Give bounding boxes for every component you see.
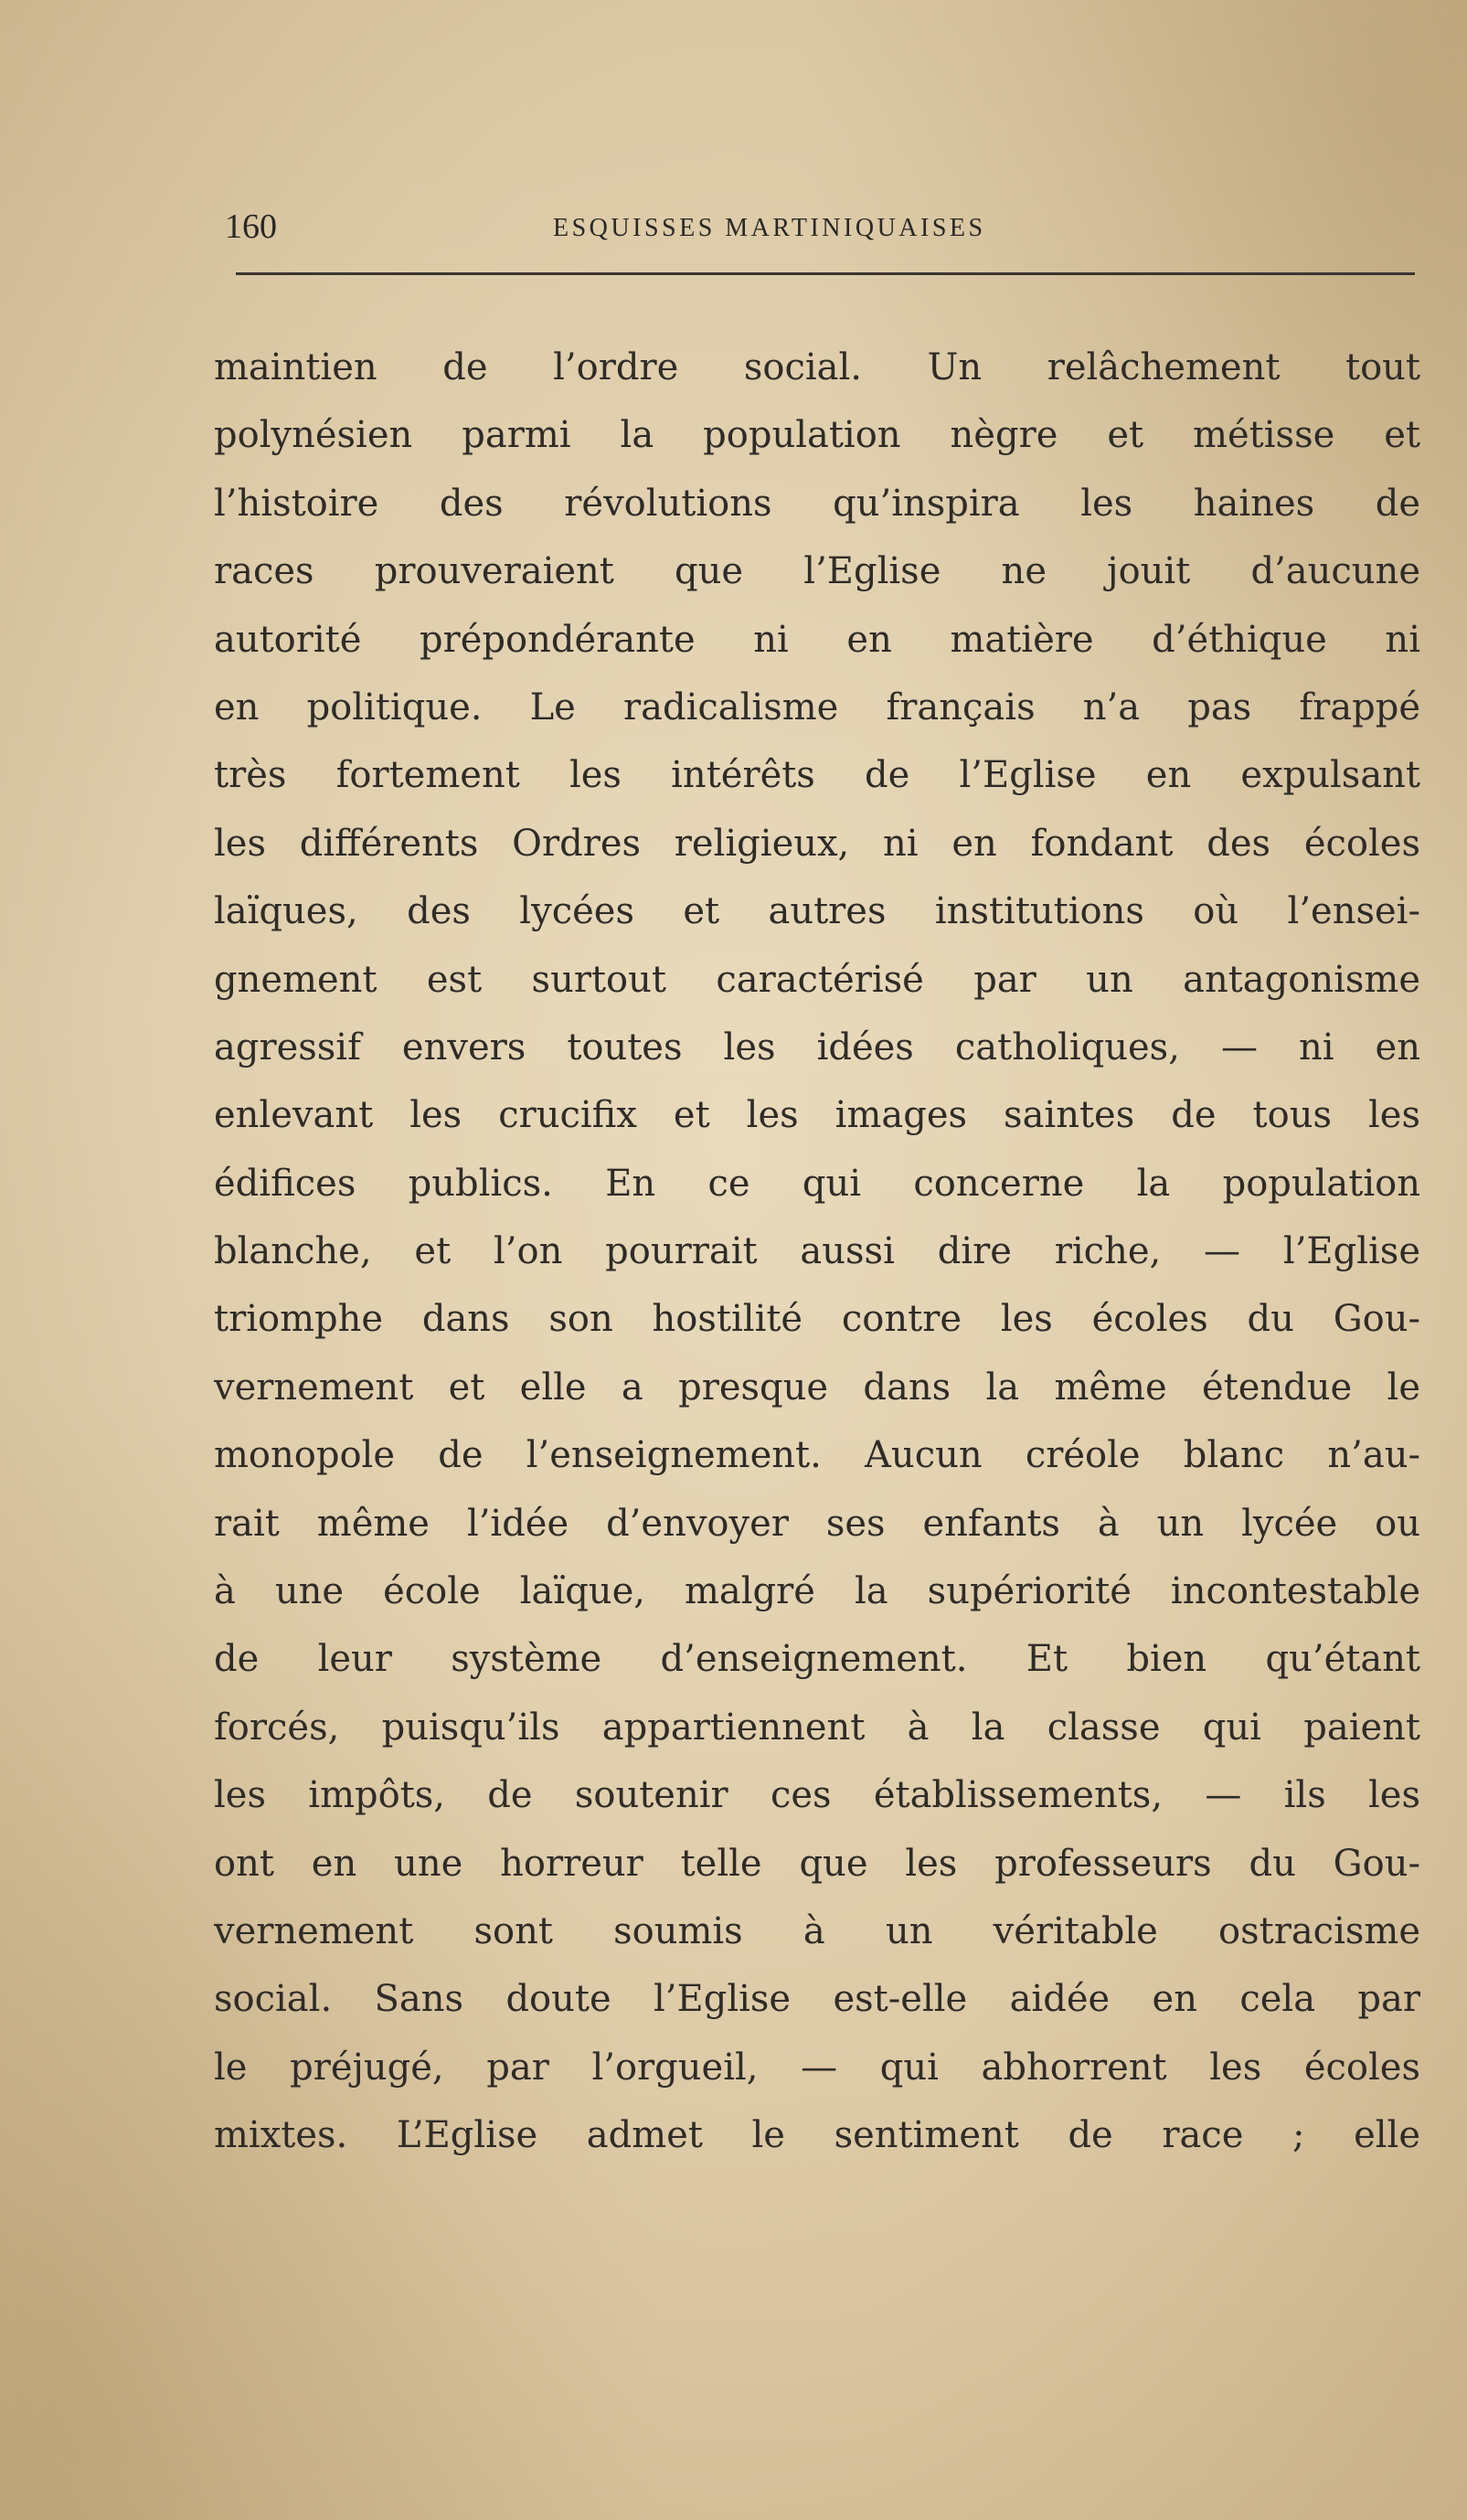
text-line: races prouveraient que l’Eglise ne jouit d’aucune	[214, 550, 1420, 593]
text-line: forcés, puisqu’ils appartiennent à la classe qui paient	[214, 1706, 1420, 1749]
text-line: autorité prépondérante ni en matière d’éthique ni	[214, 618, 1420, 661]
text-line: vernement sont soumis à un véritable ostracisme	[214, 1909, 1420, 1952]
text-line: monopole de l’enseignement. Aucun créole blanc n’au-	[214, 1434, 1420, 1477]
text-line: rait même l’idée d’envoyer ses enfants à un lycée ou	[214, 1502, 1420, 1545]
text-line: édifices publics. En ce qui concerne la population	[214, 1162, 1420, 1205]
page-header	[219, 207, 1409, 258]
text-line: l’histoire des révolutions qu’inspira les haines de	[214, 482, 1420, 525]
text-line: les impôts, de soutenir ces établissements, — ils les	[214, 1774, 1420, 1817]
text-line: maintien de l’ordre social. Un relâchement tout	[214, 346, 1420, 388]
text-line: mixtes. L’Eglise admet le sentiment de race ; elle	[214, 2114, 1420, 2157]
text-line: ont en une horreur telle que les professeurs du Gou-	[214, 1842, 1420, 1885]
text-line: enlevant les crucifix et les images saintes de tous les	[214, 1094, 1420, 1137]
text-line: très fortement les intérêts de l’Eglise en expulsant	[214, 754, 1420, 797]
text-line: à une école laïque, malgré la supériorité incontestable	[214, 1570, 1420, 1613]
text-line: agressif envers toutes les idées catholiques, — ni en	[214, 1026, 1420, 1069]
text-line: social. Sans doute l’Eglise est-elle aidée en cela par	[214, 1978, 1420, 2021]
text-line: triomphe dans son hostilité contre les écoles du Gou-	[214, 1298, 1420, 1341]
text-line: blanche, et l’on pourrait aussi dire riche, — l’Eglise	[214, 1230, 1420, 1273]
text-line: les différents Ordres religieux, ni en fondant des écoles	[214, 822, 1420, 865]
text-line: gnement est surtout caractérisé par un antagonisme	[214, 958, 1420, 1001]
text-line: le préjugé, par l’orgueil, — qui abhorrent les écoles	[214, 2046, 1420, 2089]
text-line: vernement et elle a presque dans la même étendue le	[214, 1366, 1420, 1409]
body-text	[214, 334, 1420, 2170]
running-title: ESQUISSES MARTINIQUAISES	[553, 214, 986, 242]
text-line: laïques, des lycées et autres institutions où l’ensei-	[214, 890, 1420, 933]
header-rule	[236, 272, 1415, 275]
text-line: polynésien parmi la population nègre et métisse et	[214, 414, 1420, 457]
text-line: en politique. Le radicalisme français n’a pas frappé	[214, 686, 1420, 728]
text-line: de leur système d’enseignement. Et bien qu’étant	[214, 1638, 1420, 1681]
page-number: 160	[225, 207, 277, 246]
